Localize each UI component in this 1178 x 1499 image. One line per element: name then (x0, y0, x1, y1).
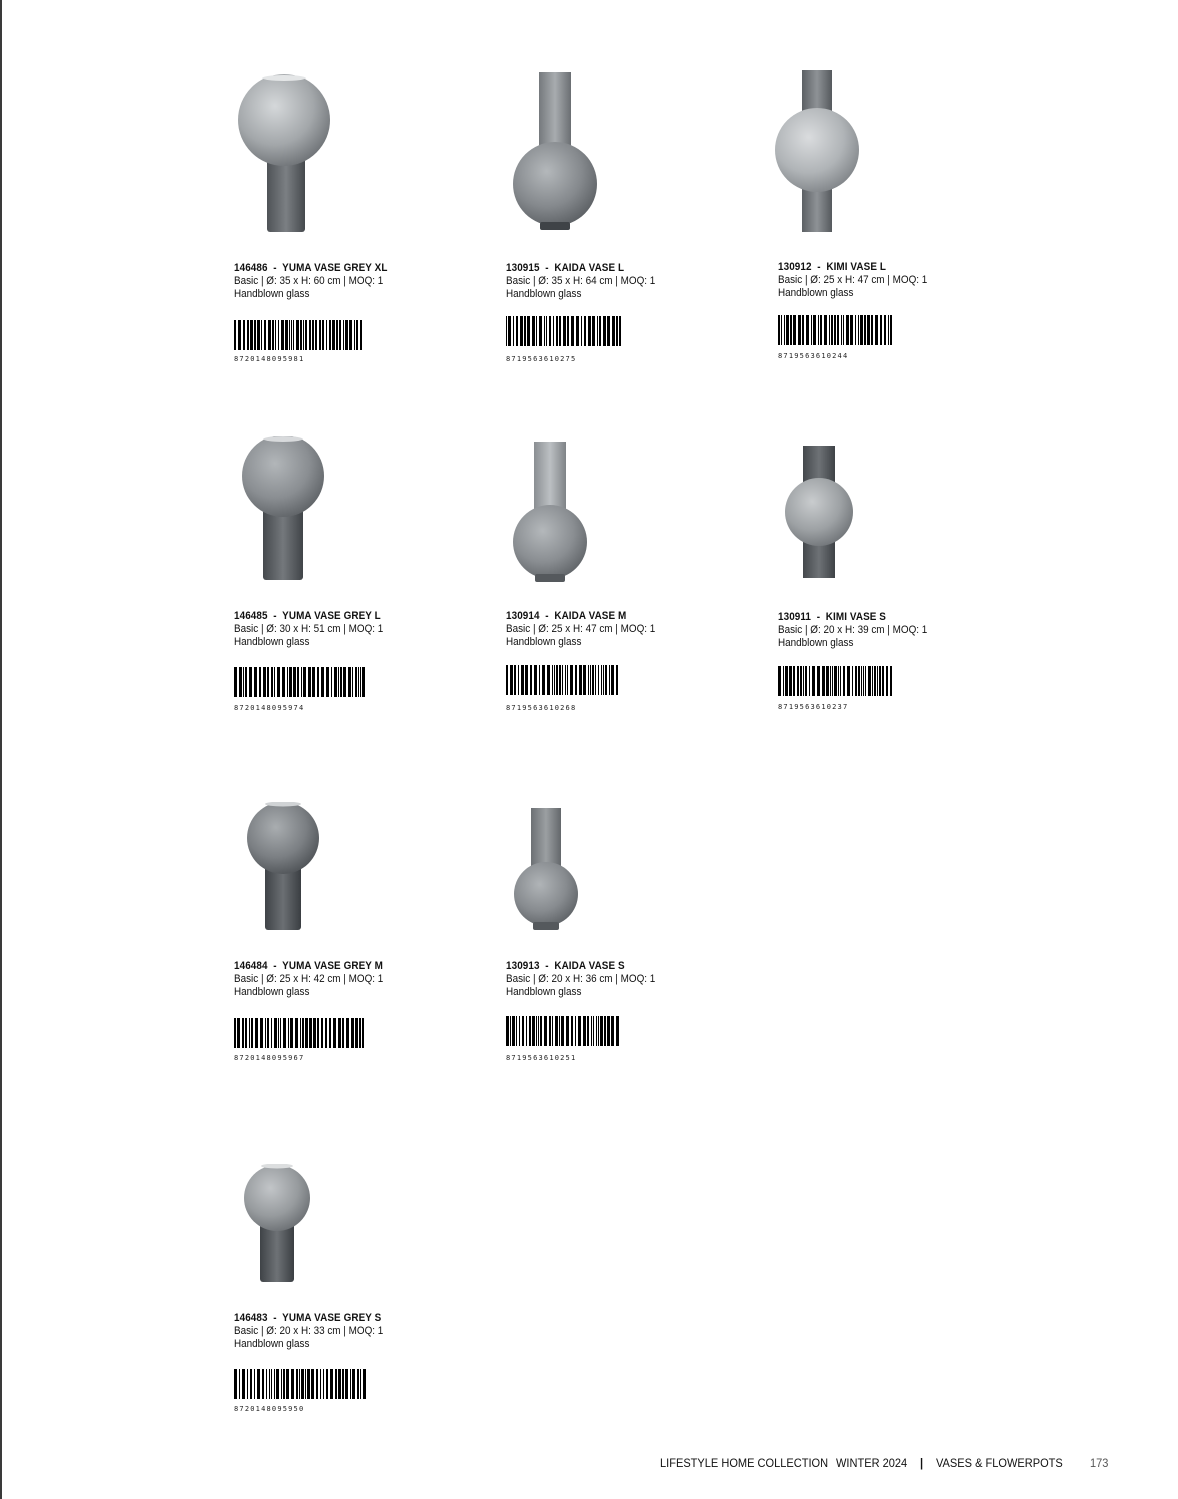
footer-category: VASES & FLOWERPOTS (936, 1456, 1063, 1470)
product-title: 146484 - YUMA VASE GREY M (234, 960, 383, 972)
barcode (506, 665, 622, 695)
barcode (234, 1369, 366, 1399)
vase-image (506, 440, 606, 588)
product-spec: Basic | Ø: 30 x H: 51 cm | MOQ: 1 (234, 623, 384, 635)
product-material: Handblown glass (506, 288, 582, 300)
ean-number: 8720148095981 (234, 355, 305, 363)
product-title: 146485 - YUMA VASE GREY L (234, 610, 381, 622)
product-spec: Basic | Ø: 20 x H: 36 cm | MOQ: 1 (506, 973, 656, 985)
product-material: Handblown glass (778, 637, 854, 649)
product-spec: Basic | Ø: 35 x H: 64 cm | MOQ: 1 (506, 275, 656, 287)
barcode (506, 1016, 622, 1046)
product-title: 130915 - KAIDA VASE L (506, 262, 625, 274)
vase-image (234, 72, 344, 237)
ean-number: 8719563610244 (778, 352, 849, 360)
vase-image (782, 444, 862, 584)
vase-image (234, 436, 334, 584)
vase-image (772, 68, 872, 233)
product-card (506, 60, 746, 370)
ean-number: 8719563610275 (506, 355, 577, 363)
ean-number: 8720148095974 (234, 704, 305, 712)
barcode (778, 315, 894, 345)
product-spec: Basic | Ø: 20 x H: 39 cm | MOQ: 1 (778, 624, 928, 636)
product-card (234, 760, 474, 1070)
product-material: Handblown glass (234, 1338, 310, 1350)
vase-image (510, 806, 600, 934)
product-title: 130914 - KAIDA VASE M (506, 610, 627, 622)
product-spec: Basic | Ø: 35 x H: 60 cm | MOQ: 1 (234, 275, 384, 287)
product-material: Handblown glass (778, 287, 854, 299)
vase-image (506, 70, 616, 235)
vase-image (242, 802, 332, 934)
product-title: 130913 - KAIDA VASE S (506, 960, 625, 972)
product-material: Handblown glass (506, 636, 582, 648)
product-card (234, 410, 474, 720)
ean-number: 8719563610268 (506, 704, 577, 712)
barcode (234, 1018, 366, 1048)
product-spec: Basic | Ø: 20 x H: 33 cm | MOQ: 1 (234, 1325, 384, 1337)
barcode (234, 667, 366, 697)
product-title: 146483 - YUMA VASE GREY S (234, 1312, 382, 1324)
ean-number: 8719563610237 (778, 703, 849, 711)
product-card (506, 760, 746, 1070)
product-material: Handblown glass (234, 636, 310, 648)
barcode (234, 320, 366, 350)
page-footer (660, 1456, 1120, 1472)
product-material: Handblown glass (506, 986, 582, 998)
ean-number: 8720148095950 (234, 1405, 305, 1413)
footer-separator: | (920, 1456, 924, 1470)
product-card (234, 1110, 474, 1420)
product-spec: Basic | Ø: 25 x H: 47 cm | MOQ: 1 (506, 623, 656, 635)
product-spec: Basic | Ø: 25 x H: 42 cm | MOQ: 1 (234, 973, 384, 985)
barcode (506, 316, 622, 346)
product-card (778, 60, 1018, 370)
product-card (234, 60, 474, 370)
footer-season: WINTER 2024 (836, 1456, 908, 1470)
product-title: 130911 - KIMI VASE S (778, 611, 887, 623)
ean-number: 8720148095967 (234, 1054, 305, 1062)
product-card (778, 410, 1018, 720)
ean-number: 8719563610251 (506, 1054, 577, 1062)
product-spec: Basic | Ø: 25 x H: 47 cm | MOQ: 1 (778, 274, 928, 286)
product-material: Handblown glass (234, 986, 310, 998)
page-edge (0, 0, 2, 1499)
footer-collection: LIFESTYLE HOME COLLECTION (660, 1456, 829, 1470)
product-card (506, 410, 746, 720)
page-number: 173 (1090, 1456, 1109, 1470)
product-title: 146486 - YUMA VASE GREY XL (234, 262, 388, 274)
vase-image (240, 1164, 320, 1286)
barcode (778, 666, 894, 696)
product-title: 130912 - KIMI VASE L (778, 261, 886, 273)
product-material: Handblown glass (234, 288, 310, 300)
